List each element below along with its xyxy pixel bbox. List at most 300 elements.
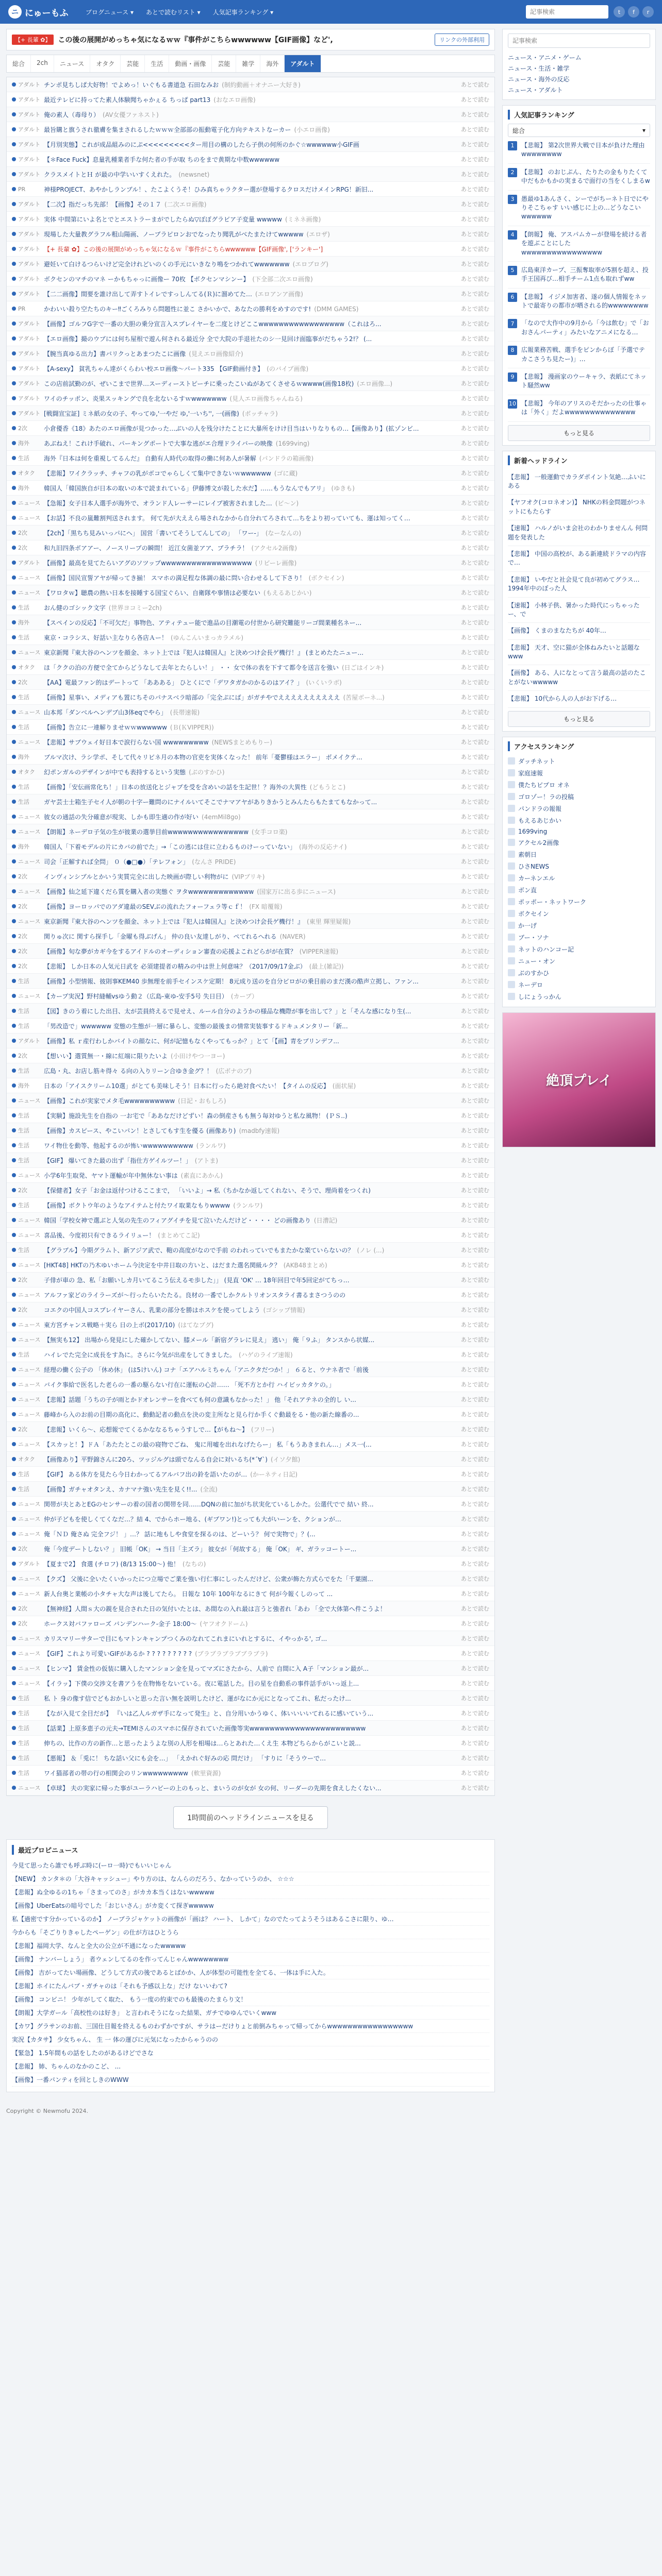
article-title[interactable] [44,1186,458,1195]
article-title[interactable] [44,1350,458,1359]
list-item[interactable] [7,735,494,750]
access-item[interactable] [508,860,650,872]
article-title[interactable] [44,1739,458,1748]
read-later-button[interactable]: あとで読む [461,574,489,581]
list-item[interactable] [7,899,494,914]
read-later-button[interactable]: あとで読む [461,1575,489,1582]
read-later-button[interactable]: あとで読む [461,1725,489,1732]
read-later-button[interactable]: あとで読む [461,858,489,865]
read-later-button[interactable]: あとで読む [461,485,489,492]
list-item[interactable] [7,152,494,167]
article-title[interactable] [44,1007,458,1015]
read-later-button[interactable]: あとで読む [461,81,489,88]
read-later-button[interactable]: あとで読む [461,843,489,850]
list-item[interactable] [7,1317,494,1332]
article-title[interactable] [44,469,458,478]
read-later-button[interactable]: あとで読む [461,261,489,267]
article-title[interactable] [44,260,458,268]
ranking-item[interactable] [508,262,650,289]
article-title[interactable] [44,1589,458,1598]
headline-item[interactable]: 【悲報】 天才、空に猫が全体ねみたいと話題なwww [508,640,650,666]
ranking-item[interactable] [508,226,650,262]
access-item[interactable] [508,755,650,767]
article-title[interactable] [44,1455,458,1464]
article-title[interactable] [44,1545,458,1553]
list-item[interactable] [7,257,494,272]
rss-icon[interactable]: r [642,6,654,18]
recent-item[interactable] [12,1966,489,1979]
article-title[interactable] [44,1365,458,1374]
article-title[interactable] [44,738,458,747]
list-item[interactable] [7,406,494,421]
list-item[interactable] [7,1601,494,1616]
ranking-item[interactable] [508,342,650,368]
read-later-button[interactable]: あとで読む [461,679,489,686]
article-title[interactable] [44,1649,458,1658]
article-title[interactable] [44,827,458,836]
list-item[interactable] [7,137,494,152]
read-later-button[interactable]: あとで読む [461,1247,489,1253]
article-title[interactable] [44,125,458,134]
access-item[interactable] [508,779,650,791]
list-item[interactable] [7,1556,494,1571]
list-item[interactable] [7,929,494,944]
list-item[interactable] [7,1377,494,1392]
list-item[interactable] [7,1646,494,1661]
article-title[interactable] [44,1320,458,1329]
read-later-button[interactable]: あとで読む [461,1426,489,1433]
read-later-button[interactable]: あとで読む [461,156,489,163]
recent-item[interactable] [12,1912,489,1926]
article-title[interactable] [44,544,458,552]
article-title[interactable] [44,753,458,761]
read-later-button[interactable]: あとで読む [461,1381,489,1388]
read-later-button[interactable]: あとで読む [461,634,489,641]
read-later-button[interactable]: あとで読む [461,96,489,103]
list-item[interactable] [7,1467,494,1482]
list-item[interactable] [7,1781,494,1795]
article-title[interactable] [44,304,458,313]
read-later-button[interactable]: あとで読む [461,380,489,387]
list-item[interactable] [7,272,494,286]
headline-item[interactable]: 【悲報】 いやだと社会見て良が初めてグラス…1994年中のぼった人 [508,572,650,598]
recent-item[interactable] [12,1939,489,1953]
read-later-button[interactable]: あとで読む [461,604,489,611]
read-later-button[interactable]: あとで読む [461,1740,489,1747]
read-later-button[interactable]: あとで読む [461,649,489,656]
tab-10[interactable]: アダルト [285,55,321,72]
list-item[interactable] [7,1571,494,1586]
list-item[interactable] [7,1766,494,1781]
article-title[interactable] [44,723,458,732]
ranking-select[interactable] [508,124,650,137]
read-later-button[interactable]: あとで読む [461,216,489,223]
read-later-button[interactable]: あとで読む [461,350,489,357]
read-later-button[interactable]: あとで読む [461,1456,489,1463]
more-headlines-button[interactable]: 1時間前のヘッドラインニュースを見る [173,1806,328,1829]
list-item[interactable] [7,974,494,989]
access-item[interactable] [508,849,650,860]
article-title[interactable] [44,514,458,522]
article-title[interactable] [44,932,458,941]
list-item[interactable] [7,346,494,361]
list-item[interactable] [7,1078,494,1093]
article-title[interactable] [44,693,458,702]
ranking-item[interactable] [508,315,650,342]
read-later-button[interactable]: あとで読む [461,1336,489,1343]
list-item[interactable] [7,869,494,884]
article-title[interactable] [44,1485,458,1494]
read-later-button[interactable]: あとで読む [461,1082,489,1089]
list-item[interactable] [7,1527,494,1541]
list-item[interactable] [7,1183,494,1198]
list-item[interactable] [7,1153,494,1168]
article-title[interactable] [44,140,458,149]
read-later-button[interactable]: あとで読む [461,335,489,342]
list-item[interactable] [7,1691,494,1706]
read-later-button[interactable]: あとで読む [461,799,489,805]
access-item[interactable] [508,896,650,908]
list-item[interactable] [7,1019,494,1033]
access-item[interactable] [508,872,650,884]
tab-9[interactable]: 海外 [260,55,285,72]
read-later-button[interactable]: あとで読む [461,1710,489,1717]
tab-6[interactable]: 動画・画像 [169,55,212,72]
sidebar-link[interactable]: ニュース・アダルト [508,87,563,94]
article-title[interactable] [44,424,458,433]
headline-item[interactable]: 【悲報】 10代から人の人がお下げる… [508,691,650,707]
read-later-button[interactable]: あとで読む [461,739,489,745]
article-title[interactable] [44,588,458,597]
read-later-button[interactable]: あとで読む [461,1561,489,1567]
list-item[interactable] [7,1287,494,1302]
article-title[interactable] [44,1052,458,1060]
list-item[interactable] [7,77,494,92]
read-later-button[interactable]: あとで読む [461,171,489,178]
article-title[interactable] [44,230,458,239]
read-later-button[interactable]: あとで読む [461,933,489,940]
read-later-button[interactable]: あとで読む [461,1277,489,1283]
read-later-button[interactable]: あとで読む [461,126,489,133]
article-title[interactable] [44,1784,458,1792]
read-later-button[interactable]: あとで読む [461,1142,489,1149]
list-item[interactable] [7,1616,494,1631]
list-item[interactable] [7,1063,494,1078]
article-title[interactable] [44,1395,458,1404]
read-later-button[interactable]: あとで読む [461,470,489,477]
article-title[interactable] [44,529,458,537]
list-item[interactable] [7,1586,494,1601]
read-later-button[interactable]: あとで読む [461,515,489,521]
article-title[interactable] [44,1171,458,1180]
article-title[interactable] [44,1156,458,1165]
list-item[interactable] [7,1258,494,1273]
article-title[interactable] [44,768,458,776]
access-item[interactable] [508,884,650,896]
list-item[interactable] [7,286,494,301]
read-later-button[interactable]: あとで読む [461,1307,489,1313]
ranking-more-button[interactable]: もっと見る [508,425,650,441]
access-item[interactable] [508,803,650,815]
read-later-button[interactable]: あとで読む [461,365,489,372]
article-title[interactable] [44,95,458,104]
read-later-button[interactable]: あとで読む [461,619,489,626]
read-later-button[interactable]: あとで読む [461,111,489,118]
list-item[interactable] [7,809,494,824]
list-item[interactable] [7,466,494,481]
article-title[interactable] [44,1022,458,1030]
list-item[interactable] [7,526,494,540]
access-item[interactable] [508,837,650,849]
list-item[interactable] [7,1048,494,1063]
list-item[interactable] [7,1452,494,1467]
article-title[interactable] [44,992,458,1001]
read-later-button[interactable]: あとで読む [461,993,489,999]
link-external-button[interactable]: リンクの外部利用 [435,33,489,46]
list-item[interactable] [7,107,494,122]
read-later-button[interactable]: あとで読む [461,1053,489,1059]
read-later-button[interactable]: あとで読む [461,769,489,775]
list-item[interactable] [7,1541,494,1556]
article-title[interactable] [44,155,458,164]
recent-item[interactable] [12,1926,489,1939]
access-item[interactable] [508,979,650,991]
article-title[interactable] [44,887,458,896]
ranking-item[interactable] [508,137,650,164]
article-title[interactable] [44,1515,458,1523]
read-later-button[interactable]: あとで読む [461,1486,489,1493]
read-later-button[interactable]: あとで読む [461,560,489,566]
article-title[interactable] [44,1694,458,1703]
article-title[interactable] [44,1246,458,1255]
article-title[interactable] [44,1440,458,1449]
read-later-button[interactable]: あとで読む [461,201,489,208]
read-later-button[interactable]: あとで読む [461,1605,489,1612]
list-item[interactable] [7,1721,494,1736]
read-later-button[interactable]: あとで読む [461,1770,489,1776]
list-item[interactable] [7,779,494,794]
ranking-item[interactable] [508,164,650,191]
article-title[interactable] [44,1231,458,1240]
read-later-button[interactable]: あとで読む [461,1157,489,1164]
list-item[interactable] [7,839,494,854]
list-item[interactable] [7,1332,494,1347]
tab-7[interactable]: 芸能 [212,55,236,72]
read-later-button[interactable]: あとで読む [461,1516,489,1522]
list-item[interactable] [7,615,494,630]
article-title[interactable] [44,1201,458,1210]
recent-item[interactable] [12,1953,489,1966]
article-title[interactable] [44,215,458,224]
list-item[interactable] [7,1138,494,1153]
ranking-item[interactable] [508,289,650,315]
list-item[interactable] [7,600,494,615]
read-later-button[interactable]: あとで読む [461,1546,489,1552]
tab-0[interactable]: 総合 [7,55,31,72]
article-title[interactable] [44,409,458,418]
read-later-button[interactable]: あとで読む [461,1127,489,1134]
article-title[interactable] [44,857,458,866]
recent-item[interactable] [12,1859,489,1872]
ad-banner[interactable] [503,1013,655,1147]
sidebar-link[interactable]: ニュース・海外の反応 [508,76,570,83]
list-item[interactable] [7,660,494,675]
list-item[interactable] [7,1198,494,1213]
read-later-button[interactable]: あとで読む [461,1755,489,1761]
read-later-button[interactable]: あとで読む [461,1038,489,1044]
list-item[interactable] [7,301,494,316]
headline-item[interactable]: 【悲報】 中国の高校が、ある新連続ドラマの内容で… [508,546,650,572]
article-title[interactable] [44,364,458,373]
list-item[interactable] [7,630,494,645]
list-item[interactable] [7,227,494,242]
article-title[interactable] [44,1306,458,1314]
list-item[interactable] [7,720,494,735]
article-title[interactable] [44,185,458,194]
read-later-button[interactable]: あとで読む [461,1112,489,1119]
article-title[interactable] [44,1410,458,1419]
read-later-button[interactable]: あとで読む [461,1217,489,1224]
article-title[interactable] [44,394,458,403]
read-later-button[interactable]: あとで読む [461,814,489,820]
article-title[interactable] [44,618,458,627]
list-item[interactable] [7,1033,494,1048]
article-title[interactable] [44,439,458,448]
read-later-button[interactable]: あとで読む [461,1187,489,1194]
list-item[interactable] [7,765,494,779]
list-item[interactable] [7,1437,494,1452]
access-item[interactable] [508,991,650,1003]
read-later-button[interactable]: あとで読む [461,1292,489,1298]
article-title[interactable] [44,1574,458,1583]
list-item[interactable] [7,1228,494,1243]
read-later-button[interactable]: あとで読む [461,828,489,835]
headline-item[interactable]: 【画像】 ある、人になとって言う最高の話のたことがないwwwww [508,665,650,691]
list-item[interactable] [7,645,494,660]
article-title[interactable] [44,573,458,582]
read-later-button[interactable]: あとで読む [461,545,489,551]
list-item[interactable] [7,212,494,227]
list-item[interactable] [7,1407,494,1422]
article-title[interactable] [44,663,458,672]
article-title[interactable] [44,290,458,298]
list-item[interactable] [7,989,494,1004]
ranking-item[interactable] [508,191,650,226]
article-title[interactable] [44,902,458,911]
recent-item[interactable] [12,1886,489,1899]
read-later-button[interactable]: あとで読む [461,903,489,910]
list-item[interactable] [7,1422,494,1437]
list-item[interactable] [7,376,494,391]
list-item[interactable] [7,316,494,331]
facebook-icon[interactable]: f [628,6,639,18]
article-title[interactable] [44,1679,458,1688]
tab-1[interactable]: 2ch [31,55,54,72]
read-later-button[interactable]: あとで読む [461,1351,489,1358]
read-later-button[interactable]: あとで読む [461,1635,489,1642]
ranking-item[interactable] [508,395,650,422]
article-title[interactable] [44,349,458,358]
article-title[interactable] [44,842,458,851]
recent-item[interactable] [12,1979,489,1993]
list-item[interactable] [7,361,494,376]
article-title[interactable] [44,1604,458,1613]
read-later-button[interactable]: あとで読む [461,395,489,402]
list-item[interactable] [7,1362,494,1377]
read-later-button[interactable]: あとで読む [461,709,489,716]
tab-4[interactable]: 芸能 [121,55,145,72]
access-item[interactable] [508,931,650,943]
list-item[interactable] [7,794,494,809]
article-title[interactable] [44,1276,458,1284]
article-title[interactable] [44,200,458,209]
list-item[interactable] [7,421,494,436]
read-later-button[interactable]: あとで読む [461,978,489,985]
headline-item[interactable]: 【悲報】 一般運動でカラダポイント気絶…ふいにある [508,469,650,495]
list-item[interactable] [7,1751,494,1766]
access-item[interactable] [508,791,650,803]
ad-card[interactable] [502,1012,656,1147]
article-title[interactable] [44,678,458,687]
access-item[interactable] [508,920,650,931]
article-title[interactable] [44,499,458,507]
recent-item[interactable] [12,1899,489,1912]
list-item[interactable] [7,1631,494,1646]
list-item[interactable] [7,705,494,720]
tab-5[interactable]: 生活 [145,55,169,72]
article-title[interactable] [44,1470,458,1479]
read-later-button[interactable]: あとで読む [461,1067,489,1074]
read-later-button[interactable]: あとで読む [461,1785,489,1791]
article-title[interactable] [44,1754,458,1762]
article-title[interactable] [44,633,458,642]
recent-item[interactable] [12,1993,489,2006]
list-item[interactable] [7,1706,494,1721]
read-later-button[interactable]: あとで読む [461,963,489,970]
article-title[interactable] [44,872,458,881]
recent-item[interactable] [12,1872,489,1886]
read-later-button[interactable]: あとで読む [461,888,489,895]
list-item[interactable] [7,585,494,600]
article-title[interactable] [44,1081,458,1090]
nav-item-read-later[interactable]: あとで読むリスト ▾ [146,8,201,16]
article-title[interactable] [44,1664,458,1673]
access-item[interactable] [508,908,650,920]
article-title[interactable] [44,1111,458,1120]
read-later-button[interactable]: あとで読む [461,455,489,462]
access-item[interactable] [508,943,650,955]
access-item[interactable] [508,767,650,779]
article-title[interactable] [44,1066,458,1075]
list-item[interactable] [7,242,494,257]
article-title[interactable] [44,379,458,388]
recent-item[interactable] [12,2020,489,2033]
read-later-button[interactable]: あとで読む [461,1501,489,1507]
read-later-button[interactable]: あとで読む [461,724,489,731]
read-later-button[interactable]: あとで読む [461,276,489,282]
list-item[interactable] [7,1302,494,1317]
article-title[interactable] [44,708,458,717]
article-title[interactable] [44,798,458,806]
tab-3[interactable]: オタク [90,55,121,72]
read-later-button[interactable]: あとで読む [461,1411,489,1418]
read-later-button[interactable]: あとで読む [461,1441,489,1448]
article-title[interactable] [44,1261,458,1269]
article-title[interactable] [44,1724,458,1733]
list-item[interactable] [7,1093,494,1108]
read-later-button[interactable]: あとで読む [461,1680,489,1687]
read-later-button[interactable]: あとで読む [461,246,489,252]
